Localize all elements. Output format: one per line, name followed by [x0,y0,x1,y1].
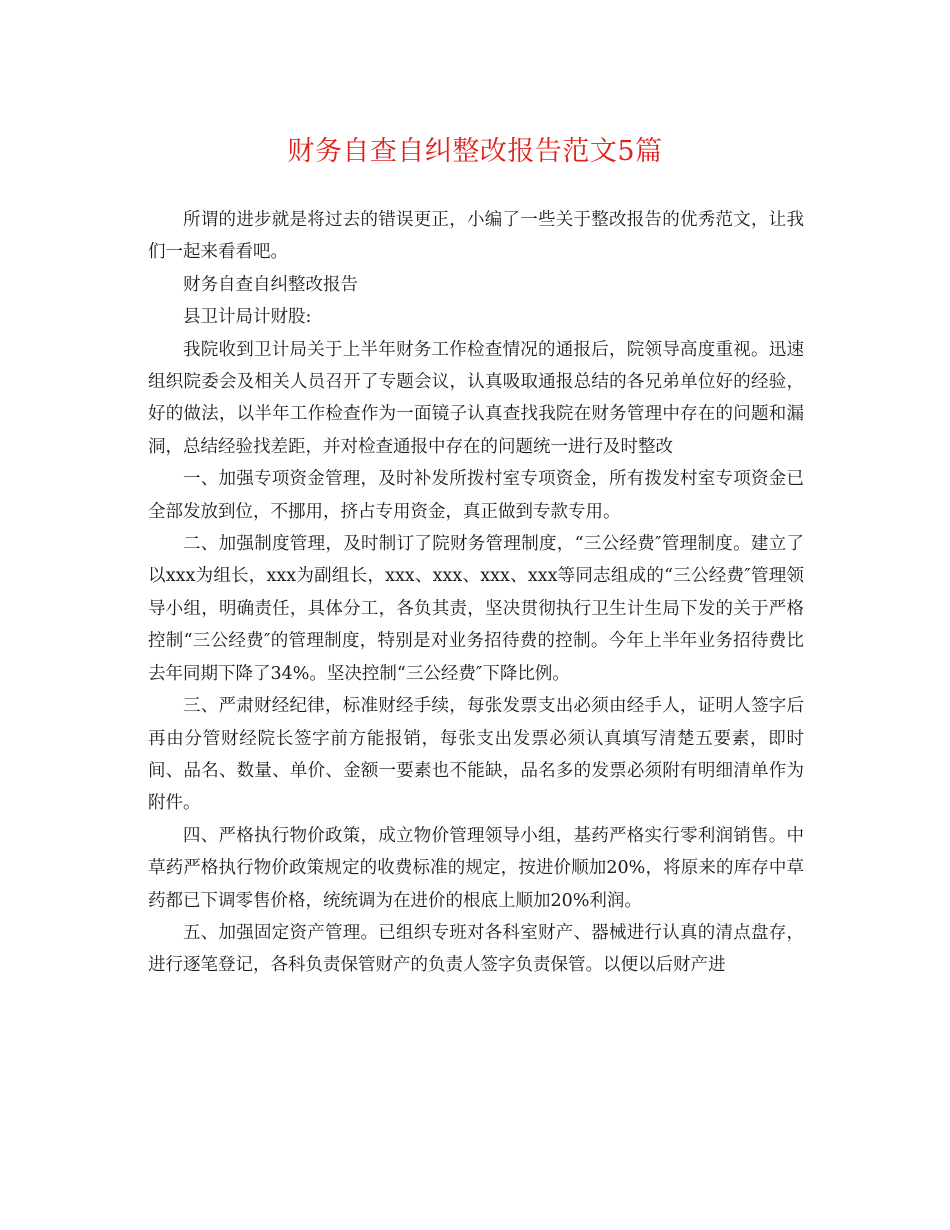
body-paragraph-overview: 我院收到卫计局关于上半年财务工作检查情况的通报后，院领导高度重视。迅速组织院委会及相关人员召开了专题会议，认真吸取通报总结的各兄弟单位好的经验，好的做法，以半年工作检查作为一面镜子认真查找我院在财务管理中存在的问题和漏洞，总结经验找差距，并对检查通报中存在的问题统一进行及时整改 [148,339,804,457]
intro-paragraph: 所谓的进步就是将过去的错误更正，小编了一些关于整改报告的优秀范文，让我们一起来看看吧。 [148,210,804,263]
body-paragraph-item-5: 五、加强固定资产管理。已组织专班对各科室财产、器械进行认真的清点盘存，进行逐笔登记，各科负责保管财产的负责人签字负责保管。以便以后财产进 [148,922,804,976]
addressee-line: 县卫计局计财股: [183,307,312,328]
body-paragraph-item-4: 四、严格执行物价政策，成立物价管理领导小组，基药严格实行零利润销售。中草药严格执行物价政策规定的收费标准的规定，按进价顺加20%，将原来的库存中草药都已下调零售价格，统统调为在进价的根底上顺加20%利润。 [148,825,804,911]
document-body [148,204,804,982]
body-paragraph-item-3: 三、严肃财经纪律，标准财经手续，每张发票支出必须由经手人，证明人签字后再由分管财经院长签字前方能报销，每张支出发票必须认真填写清楚五要素，即时间、品名、数量、单价、金额一要素也不能缺，品名多的发票必须附有明细清单作为附件。 [148,696,804,814]
body-paragraph-item-1: 一、加强专项资金管理，及时补发所拨村室专项资金，所有拨发村室专项资金已全部发放到位，不挪用，挤占专用资金，真正做到专款专用。 [148,469,804,522]
body-paragraph-item-2: 二、加强制度管理，及时制订了院财务管理制度，“三公经费″管理制度。建立了以xxx为组长，xxx为副组长，xxx、xxx、xxx、xxx等同志组成的“三公经费″管理领导小组，明确责任，具体分工，各负其责，坚决贯彻执行卫生计生局下发的关于严格控制“三公经费″的管理制度，特别是对业务招待费的控制。今年上半年业务招待费比去年同期下降了34%。坚决控制“三公经费″下降比例。 [148,534,804,684]
document-title: 财务自查自纠整改报告范文5篇 [287,136,663,167]
report-heading: 财务自查自纠整改报告 [183,274,358,295]
